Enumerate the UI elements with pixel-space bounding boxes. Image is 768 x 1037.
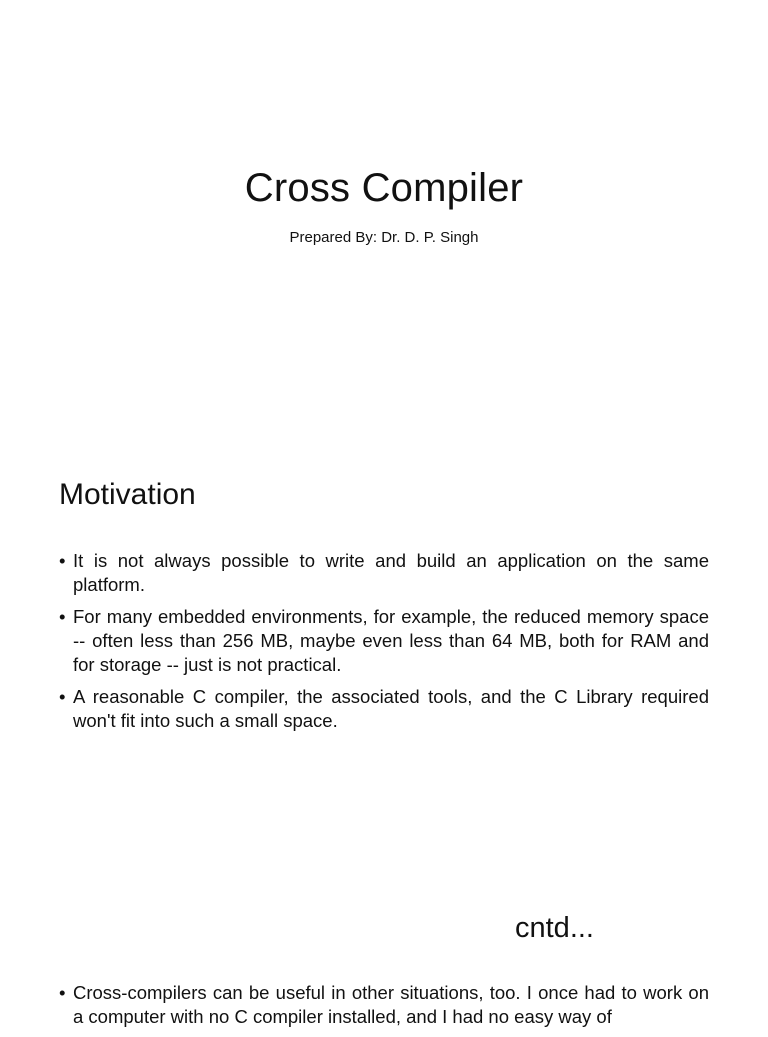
- motivation-slide: [0, 432, 768, 864]
- list-item: [59, 685, 709, 733]
- bullet-icon: •: [59, 982, 66, 1003]
- bullet-text: It is not always possible to write and build an application on the same platform.: [73, 550, 709, 595]
- bullet-text: For many embedded environments, for example, the reduced memory space -- often less than 256 MB, maybe even less than 64 MB, both for RAM and for storage -- just is not practical.: [73, 606, 709, 675]
- bullet-icon: •: [59, 606, 66, 627]
- bullet-text: Cross-compilers can be useful in other situations, too. I once had to work on a computer with no C compiler installed, and I had no easy way of: [73, 982, 709, 1027]
- title-slide: [0, 0, 768, 432]
- continued-slide: [0, 864, 768, 1027]
- bullet-text: A reasonable C compiler, the associated tools, and the C Library required won't fit into such a small space.: [73, 686, 709, 731]
- list-item: [59, 981, 709, 1029]
- bullet-icon: •: [59, 550, 66, 571]
- bullet-list: [59, 549, 709, 741]
- bullet-list: [59, 981, 709, 1037]
- list-item: [59, 605, 709, 677]
- list-item: [59, 549, 709, 597]
- slide-title: Cross Compiler: [244, 166, 524, 210]
- bullet-icon: •: [59, 686, 66, 707]
- slide-subtitle: Prepared By: Dr. D. P. Singh: [289, 229, 479, 246]
- slide-heading: cntd...: [515, 912, 594, 944]
- slide-heading: Motivation: [59, 478, 196, 511]
